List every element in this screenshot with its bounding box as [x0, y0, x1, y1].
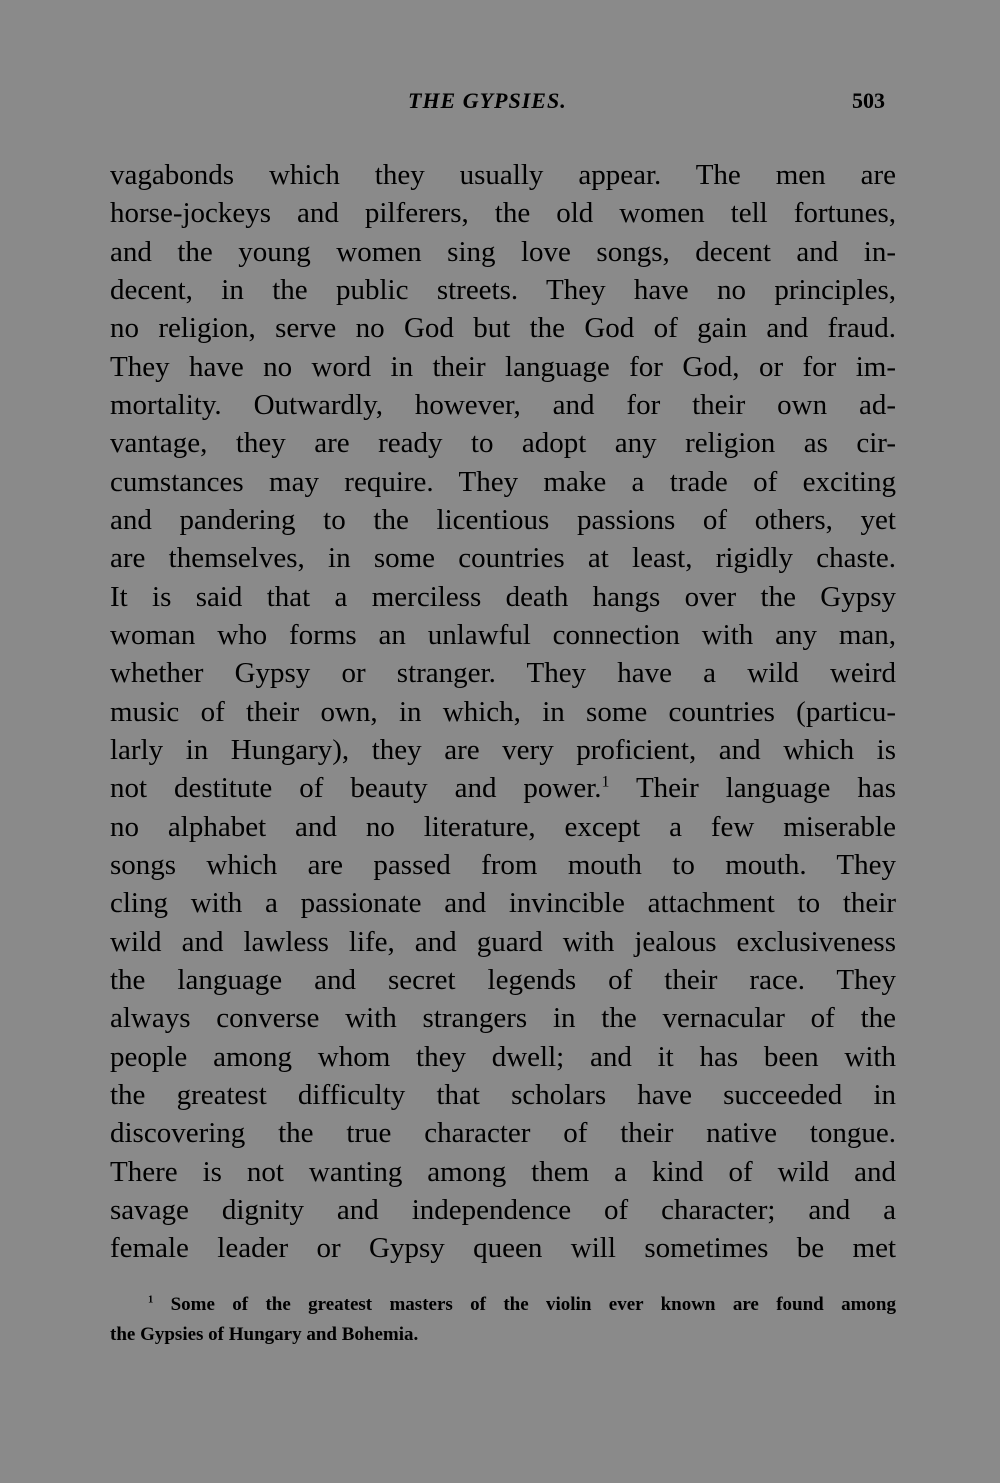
text-line: are themselves, in some countries at least, rigidly chaste.: [110, 542, 896, 575]
footnote-marker: 1: [148, 1294, 154, 1306]
page-number: 503: [852, 88, 885, 113]
text-line: cling with a passionate and invincible attachment to their: [110, 887, 896, 920]
running-title: THE GYPSIES.: [408, 88, 567, 113]
running-head: [0, 88, 1000, 118]
text-line: and the young women sing love songs, decent and in-: [110, 235, 896, 268]
text-line: woman who forms an unlawful connection with any man,: [110, 618, 896, 651]
text-line: no religion, serve no God but the God of gain and fraud.: [110, 312, 896, 345]
footnote-text: Some of the greatest masters of the violin ever known are found among: [170, 1294, 896, 1315]
text-line-with-footnote-ref: [110, 769, 896, 807]
text-line: people among whom they dwell; and it has been with: [110, 1040, 896, 1073]
text-line: songs which are passed from mouth to mouth. They: [110, 848, 896, 881]
text-line: savage dignity and independence of character; and a: [110, 1193, 896, 1226]
text-line: cumstances may require. They make a trade of exciting: [110, 465, 896, 498]
text-line: wild and lawless life, and guard with jealous exclusiveness: [110, 925, 896, 958]
footnote-reference[interactable]: 1: [601, 773, 610, 791]
text-line: the greatest difficulty that scholars have succeeded in: [110, 1078, 896, 1111]
text-line: decent, in the public streets. They have no principles,: [110, 273, 896, 306]
text-line: It is said that a merciless death hangs over the Gypsy: [110, 580, 896, 613]
text-line: There is not wanting among them a kind of wild and: [110, 1155, 896, 1188]
text-line: They have no word in their language for God, or for im-: [110, 350, 896, 383]
body-text: [110, 156, 896, 1268]
text-line: larly in Hungary), they are very proficient, and which is: [110, 733, 896, 766]
footnote: [110, 1290, 896, 1350]
text-line: whether Gypsy or stranger. They have a wild weird: [110, 657, 896, 690]
text-line: discovering the true character of their native tongue.: [110, 1117, 896, 1150]
text-line: no alphabet and no literature, except a few miserable: [110, 810, 896, 843]
text-line-head: not destitute of beauty and power.: [110, 772, 602, 805]
text-line-tail: Their language has: [635, 772, 896, 805]
text-line: horse-jockeys and pilferers, the old women tell fortunes,: [110, 197, 896, 230]
text-line: mortality. Outwardly, however, and for their own ad-: [110, 388, 896, 421]
text-line: music of their own, in which, in some countries (particu-: [110, 695, 896, 728]
footnote-line: [110, 1290, 896, 1320]
text-line: always converse with strangers in the vernacular of the: [110, 1002, 896, 1035]
text-line: the language and secret legends of their race. They: [110, 963, 896, 996]
text-line: female leader or Gypsy queen will sometimes be met: [110, 1232, 896, 1265]
text-line: vantage, they are ready to adopt any religion as cir-: [110, 427, 896, 460]
text-line: vagabonds which they usually appear. The men are: [110, 159, 896, 191]
text-line: and pandering to the licentious passions of others, yet: [110, 503, 896, 536]
footnote-line: the Gypsies of Hungary and Bohemia.: [110, 1324, 419, 1345]
